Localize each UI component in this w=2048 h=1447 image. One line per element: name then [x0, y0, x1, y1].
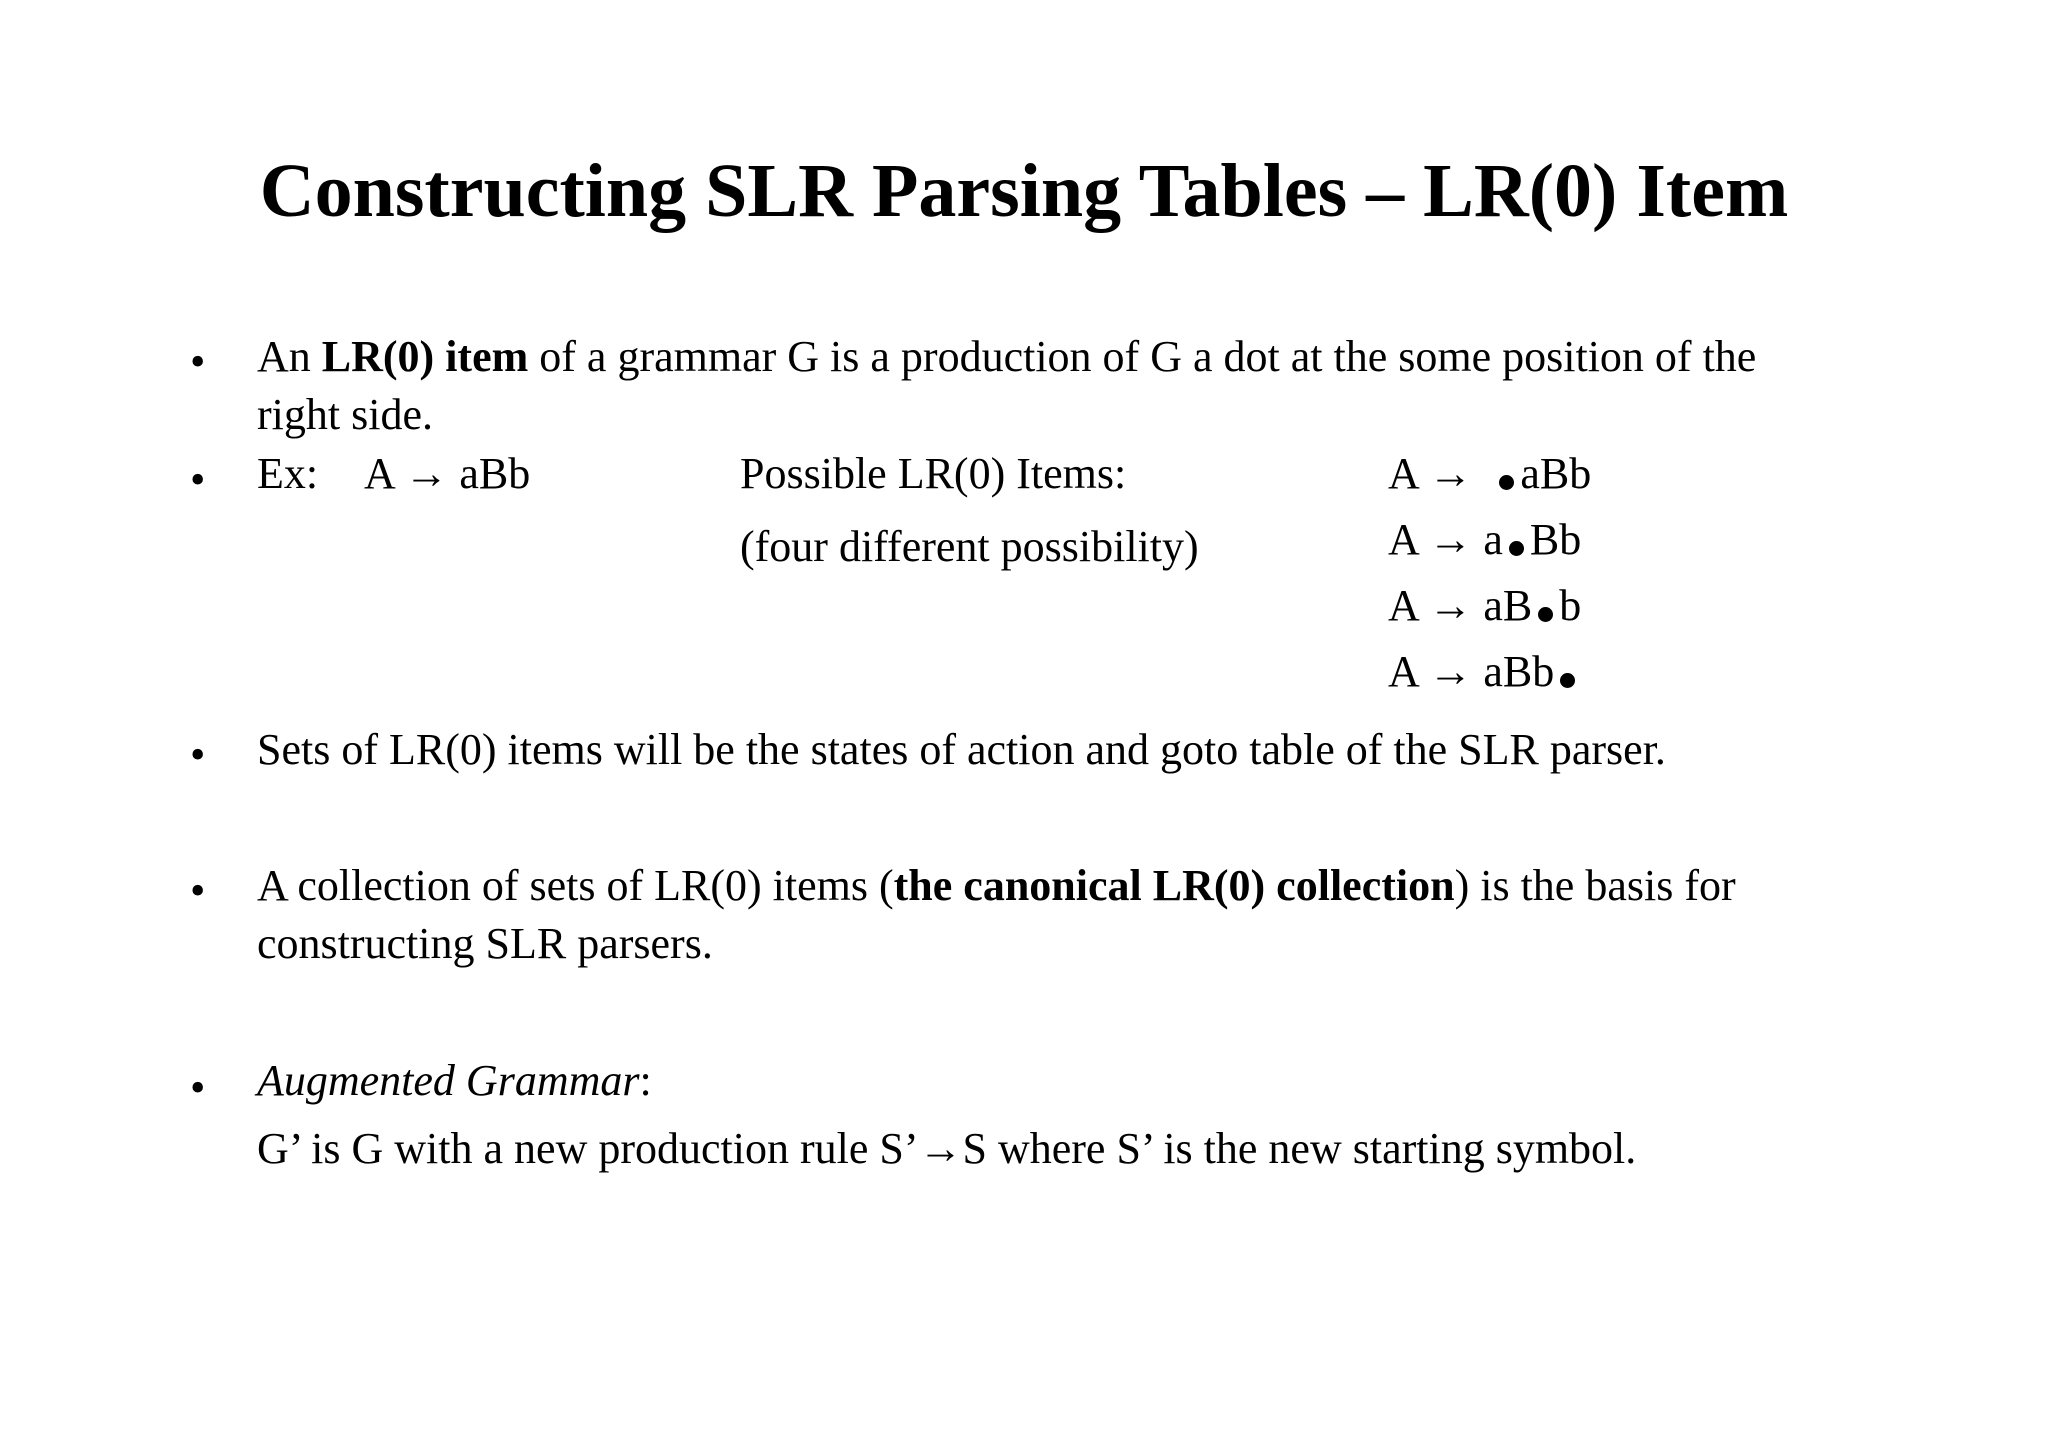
def-line1-rest: of a grammar G is a production of G a dot at the some position of the: [528, 332, 1757, 381]
item-dot-icon: [1560, 673, 1575, 688]
bullet-marker: •: [190, 337, 206, 386]
lr0-item-3: A → aB b: [1388, 581, 1582, 630]
possible-items-note: (four different possibility): [740, 522, 1199, 571]
example-production: A → aBb: [364, 449, 531, 498]
lr0-item-definition: [257, 328, 1756, 444]
lr0-item-4: A → aBb: [1388, 650, 1581, 694]
bullet-marker: •: [190, 1063, 206, 1112]
def-bold-term: LR(0) item: [321, 332, 529, 381]
def-line2: right side.: [257, 390, 433, 439]
example-label: Ex:: [257, 449, 319, 498]
item-dot-icon: [1509, 541, 1524, 556]
item-dot-icon: [1499, 475, 1514, 490]
canonical-collection-term: the canonical LR(0) collection: [893, 861, 1455, 910]
lr0-item-1: A → aBb: [1388, 449, 1592, 498]
bullet-marker: •: [190, 866, 206, 915]
bullet-marker: •: [190, 730, 206, 779]
augmented-grammar-heading: Augmented Grammar:: [257, 1056, 652, 1105]
states-statement: Sets of LR(0) items will be the states of action and goto table of the SLR parser.: [257, 725, 1666, 774]
lr0-item-2: A → a Bb: [1388, 515, 1582, 564]
augmented-grammar-definition: G’ is G with a new production rule S’→S where S’ is the new starting symbol.: [257, 1124, 1637, 1173]
def-pre: An: [257, 332, 322, 381]
augmented-grammar-term: Augmented Grammar: [257, 1056, 640, 1105]
bullet-marker: •: [190, 455, 206, 504]
slide-title: Constructing SLR Parsing Tables – LR(0) Item: [259, 149, 1789, 233]
possible-items-label: Possible LR(0) Items:: [740, 449, 1127, 498]
canonical-collection-statement: A collection of sets of LR(0) items (the canonical LR(0) collection) is the basis for constructing SLR parsers.: [257, 861, 1736, 968]
item-dot-icon: [1538, 607, 1553, 622]
